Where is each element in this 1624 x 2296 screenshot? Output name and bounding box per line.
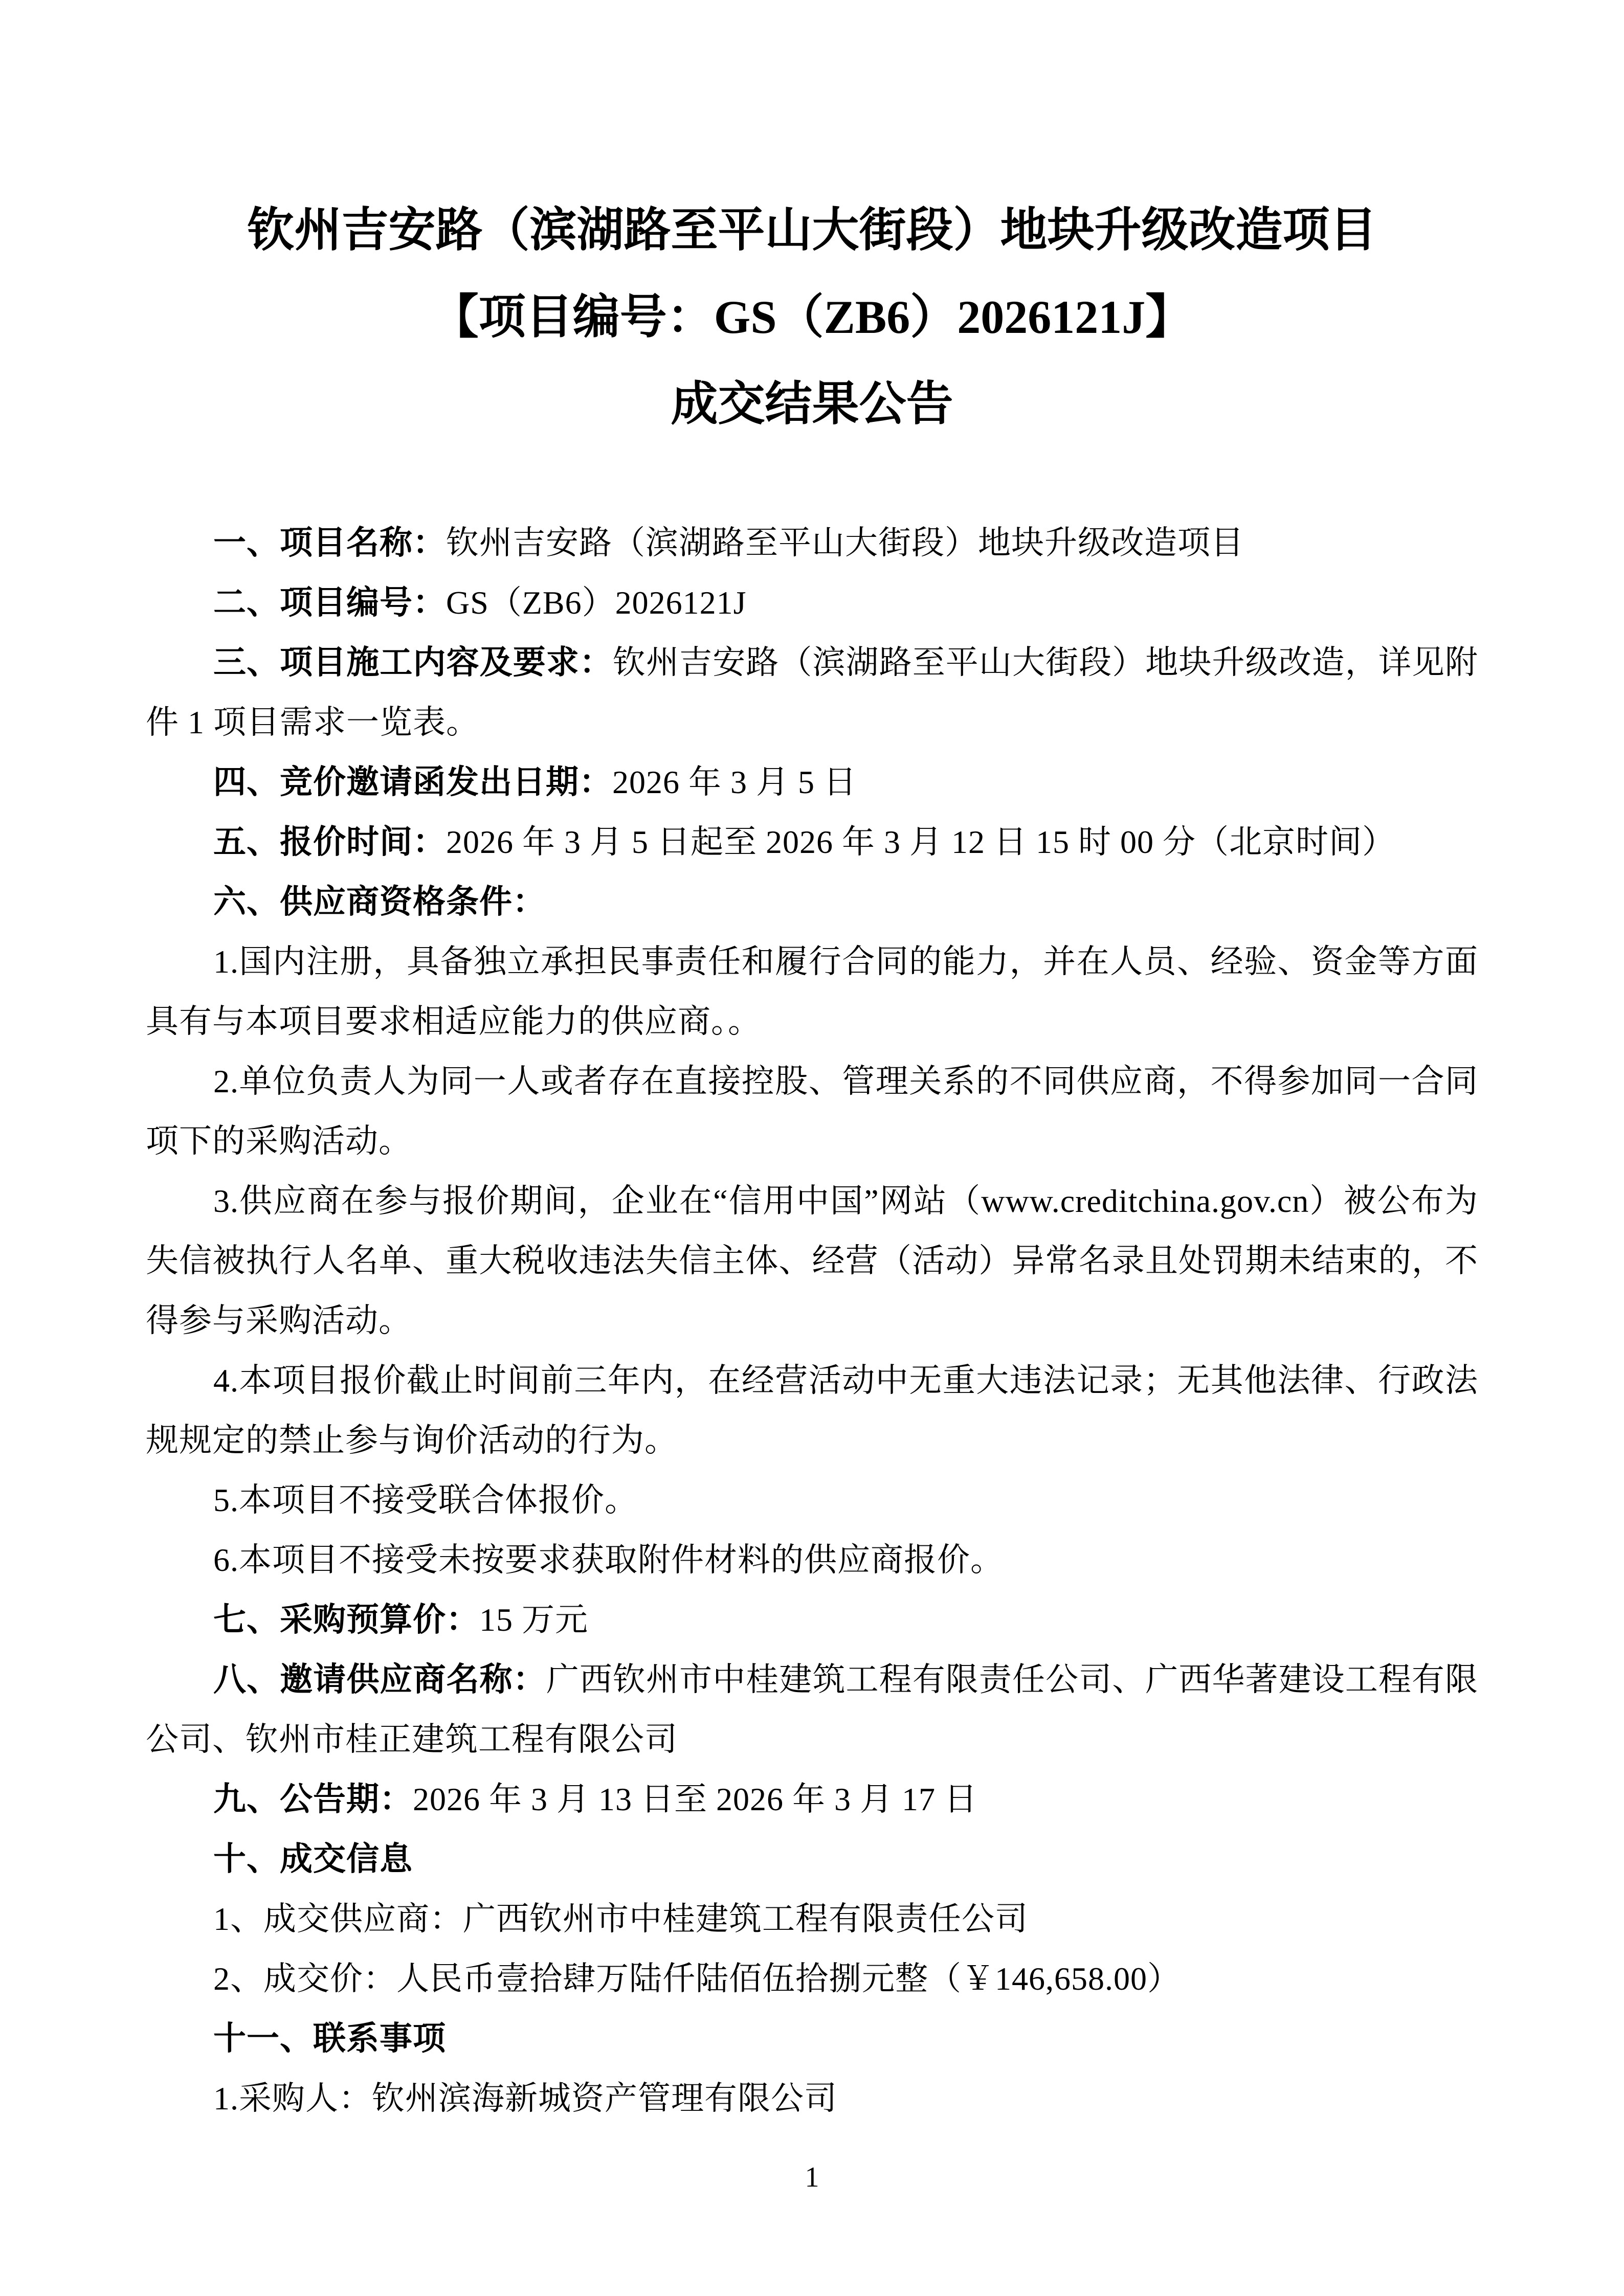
section-invited-suppliers	[146, 1650, 1478, 1769]
contact-purchaser-text: 1.采购人：钦州滨海新城资产管理有限公司	[213, 2080, 837, 2117]
section-contact-heading	[146, 2009, 1478, 2068]
section-invitation-date	[146, 752, 1478, 812]
section-invited-suppliers-label: 八、邀请供应商名称：	[213, 1661, 546, 1698]
transaction-price	[146, 1949, 1478, 2009]
document-title	[146, 187, 1478, 447]
section-supplier-qualification-heading	[146, 872, 1478, 932]
qualification-item-5-text: 5.本项目不接受联合体报价。	[213, 1482, 638, 1518]
qualification-item-1-text: 1.国内注册，具备独立承担民事责任和履行合同的能力，并在人员、经验、资金等方面具有与本项目要求相适应能力的供应商。。	[146, 943, 1478, 1040]
qualification-item-3	[146, 1171, 1478, 1350]
document-body	[146, 513, 1478, 2128]
section-invitation-date-text: 2026 年 3 月 5 日	[612, 764, 857, 800]
section-transaction-info-label: 十、成交信息	[213, 1840, 413, 1877]
title-line-project: 钦州吉安路（滨湖路至平山大街段）地块升级改造项目	[247, 204, 1377, 256]
section-project-number-label: 二、项目编号：	[213, 584, 446, 621]
section-quotation-time	[146, 812, 1478, 872]
section-project-number-text: GS（ZB6）2026121J	[446, 584, 747, 621]
qualification-item-5	[146, 1470, 1478, 1530]
section-invited-suppliers-text: 广西钦州市中桂建筑工程有限责任公司、广西华著建设工程有限公司、钦州市桂正建筑工程有限公司	[146, 1661, 1478, 1758]
section-announcement-period-label: 九、公告期：	[213, 1781, 413, 1817]
qualification-item-2-text: 2.单位负责人为同一人或者存在直接控股、管理关系的不同供应商，不得参加同一合同项下的采购活动。	[146, 1063, 1478, 1159]
section-budget-price	[146, 1590, 1478, 1650]
section-project-name	[146, 513, 1478, 573]
qualification-item-6-text: 6.本项目不接受未按要求获取附件材料的供应商报价。	[213, 1542, 1004, 1578]
qualification-item-1	[146, 932, 1478, 1051]
section-construction-content	[146, 633, 1478, 752]
qualification-item-4	[146, 1350, 1478, 1470]
transaction-supplier-text: 1、成交供应商：广西钦州市中桂建筑工程有限责任公司	[213, 1901, 1028, 1937]
section-construction-content-label: 三、项目施工内容及要求：	[213, 644, 613, 681]
title-line-project-number: 【项目编号：GS（ZB6）2026121J】	[431, 291, 1193, 343]
section-quotation-time-text: 2026 年 3 月 5 日起至 2026 年 3 月 12 日 15 时 00 分（北京时间）	[446, 824, 1395, 860]
title-line-announcement: 成交结果公告	[671, 378, 953, 430]
section-project-name-label: 一、项目名称：	[213, 524, 446, 561]
section-supplier-qualification-label: 六、供应商资格条件：	[213, 883, 546, 920]
page-number: 1	[805, 2162, 819, 2193]
section-budget-price-label: 七、采购预算价：	[213, 1601, 479, 1638]
qualification-item-4-text: 4.本项目报价截止时间前三年内，在经营活动中无重大违法记录；无其他法律、行政法规规定的禁止参与询价活动的行为。	[146, 1362, 1478, 1458]
section-project-name-text: 钦州吉安路（滨湖路至平山大街段）地块升级改造项目	[446, 525, 1244, 561]
section-announcement-period	[146, 1769, 1478, 1829]
contact-purchaser	[146, 2068, 1478, 2128]
qualification-item-6	[146, 1530, 1478, 1590]
section-transaction-info-heading	[146, 1829, 1478, 1889]
qualification-item-2	[146, 1051, 1478, 1171]
section-project-number	[146, 573, 1478, 633]
section-quotation-time-label: 五、报价时间：	[213, 823, 446, 860]
section-announcement-period-text: 2026 年 3 月 13 日至 2026 年 3 月 17 日	[413, 1781, 977, 1817]
qualification-item-3-text: 3.供应商在参与报价期间，企业在“信用中国”网站（www.creditchina.gov.cn）被公布为失信被执行人名单、重大税收违法失信主体、经营（活动）异常名录且处罚期未结束的，不得参与采购活动。	[146, 1183, 1478, 1339]
transaction-price-text: 2、成交价：人民币壹拾肆万陆仟陆佰伍拾捌元整（￥146,658.00）	[213, 1961, 1181, 1997]
section-invitation-date-label: 四、竞价邀请函发出日期：	[213, 763, 612, 800]
section-construction-content-text: 钦州吉安路（滨湖路至平山大街段）地块升级改造，详见附件 1 项目需求一览表。	[146, 644, 1479, 740]
transaction-supplier	[146, 1889, 1478, 1949]
section-contact-label: 十一、联系事项	[213, 2020, 446, 2057]
section-budget-price-text: 15 万元	[479, 1602, 588, 1638]
